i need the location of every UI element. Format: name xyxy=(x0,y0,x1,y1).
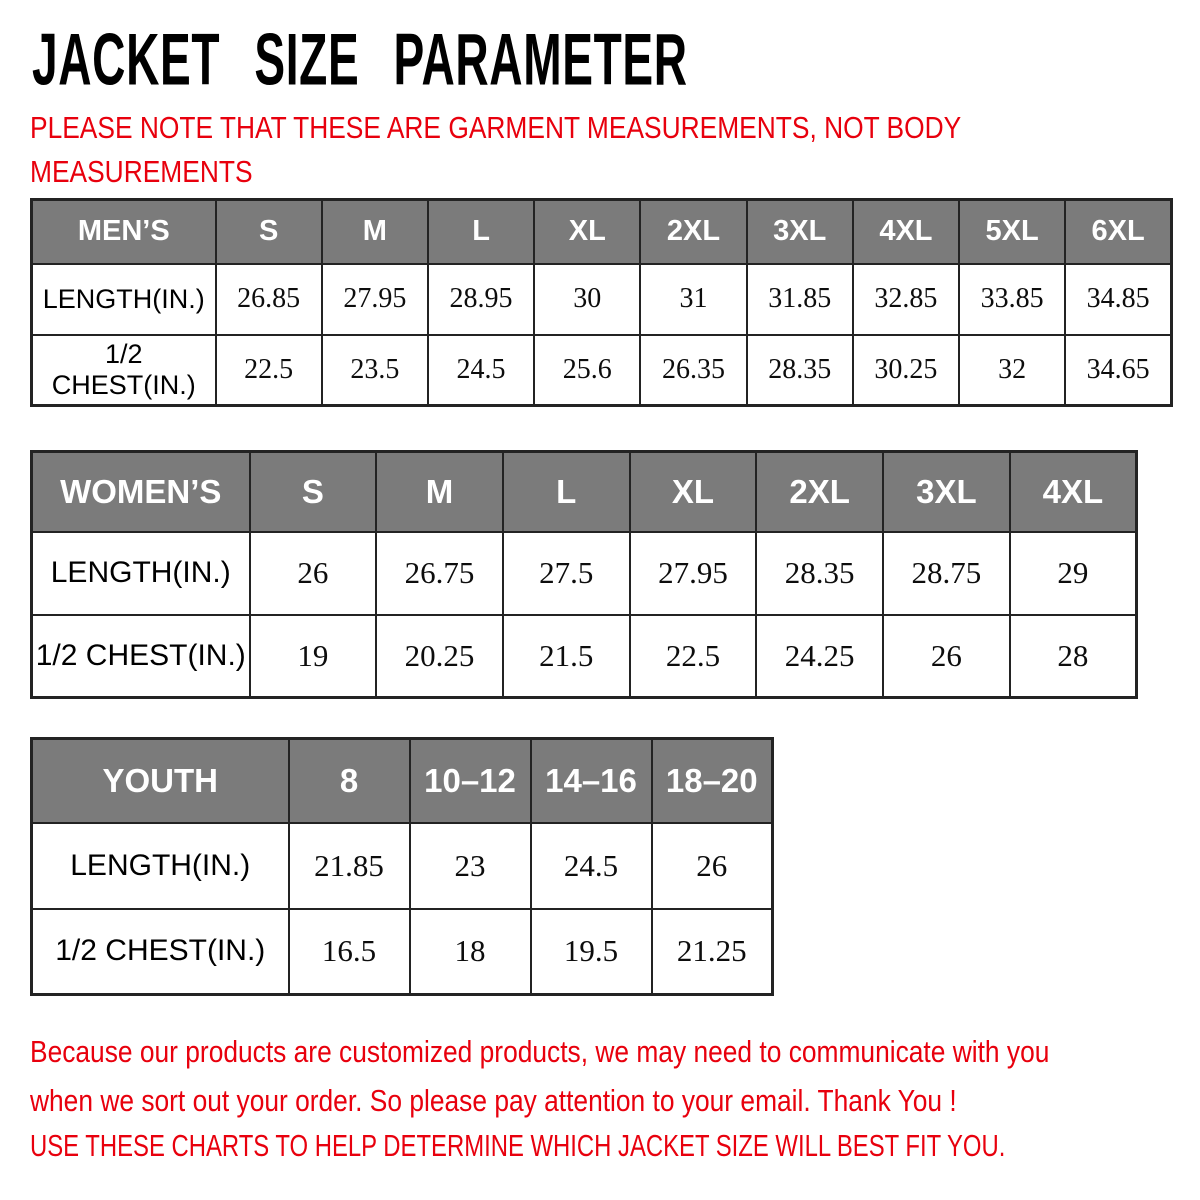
value-cell: 21.25 xyxy=(652,909,773,995)
row-label-cell: LENGTH(IN.) xyxy=(32,264,216,335)
value-cell: 28.35 xyxy=(756,532,883,615)
womens-table-title: WOMEN’S xyxy=(32,452,250,532)
value-cell: 28 xyxy=(1010,615,1137,698)
size-header-cell: 2XL xyxy=(640,200,746,264)
value-cell: 18 xyxy=(410,909,531,995)
value-cell: 19.5 xyxy=(531,909,652,995)
value-cell: 28.35 xyxy=(747,335,853,406)
youth-header-row xyxy=(32,739,773,823)
customization-notice xyxy=(30,1028,1049,1126)
size-header-cell: 4XL xyxy=(853,200,959,264)
size-header-cell: S xyxy=(250,452,377,532)
value-cell: 24.5 xyxy=(531,823,652,909)
youth-size-table xyxy=(30,737,774,996)
value-cell: 27.95 xyxy=(322,264,428,335)
value-cell: 21.85 xyxy=(289,823,410,909)
value-cell: 32 xyxy=(959,335,1065,406)
size-header-cell: 10–12 xyxy=(410,739,531,823)
size-header-cell: 3XL xyxy=(883,452,1010,532)
value-cell: 24.25 xyxy=(756,615,883,698)
row-label-cell: 1/2 CHEST(IN.) xyxy=(32,909,289,995)
value-cell: 29 xyxy=(1010,532,1137,615)
mens-size-table xyxy=(30,198,1173,407)
mens-header-row xyxy=(32,200,1172,264)
size-header-cell: 18–20 xyxy=(652,739,773,823)
size-header-cell: 5XL xyxy=(959,200,1065,264)
value-cell: 34.65 xyxy=(1065,335,1171,406)
youth-table-title: YOUTH xyxy=(32,739,289,823)
value-cell: 21.5 xyxy=(503,615,630,698)
table-row xyxy=(32,532,1137,615)
value-cell: 26.85 xyxy=(216,264,322,335)
value-cell: 27.5 xyxy=(503,532,630,615)
table-row xyxy=(32,615,1137,698)
size-header-cell: 6XL xyxy=(1065,200,1171,264)
row-label-cell: LENGTH(IN.) xyxy=(32,532,250,615)
value-cell: 28.75 xyxy=(883,532,1010,615)
size-header-cell: M xyxy=(376,452,503,532)
value-cell: 19 xyxy=(250,615,377,698)
value-cell: 30.25 xyxy=(853,335,959,406)
row-label-cell: 1/2 CHEST(IN.) xyxy=(32,615,250,698)
garment-measurement-note xyxy=(30,106,961,194)
value-cell: 22.5 xyxy=(216,335,322,406)
womens-size-table xyxy=(30,450,1138,699)
size-header-cell: XL xyxy=(534,200,640,264)
customization-notice-line2: when we sort out your order. So please pay attention to your email. Thank You ! xyxy=(30,1082,957,1118)
value-cell: 23 xyxy=(410,823,531,909)
value-cell: 26 xyxy=(250,532,377,615)
size-header-cell: L xyxy=(428,200,534,264)
size-header-cell: XL xyxy=(630,452,757,532)
size-header-cell: 4XL xyxy=(1010,452,1137,532)
size-header-cell: 3XL xyxy=(747,200,853,264)
value-cell: 27.95 xyxy=(630,532,757,615)
size-header-cell: 14–16 xyxy=(531,739,652,823)
value-cell: 26 xyxy=(652,823,773,909)
size-header-cell: L xyxy=(503,452,630,532)
table-row xyxy=(32,264,1172,335)
row-label-cell: 1/2 CHEST(IN.) xyxy=(32,335,216,406)
customization-notice-line1: Because our products are customized products, we may need to communicate with you xyxy=(30,1034,1050,1069)
value-cell: 22.5 xyxy=(630,615,757,698)
value-cell: 28.95 xyxy=(428,264,534,335)
table-row xyxy=(32,335,1172,406)
mens-table-title: MEN’S xyxy=(32,200,216,264)
value-cell: 32.85 xyxy=(853,264,959,335)
value-cell: 20.25 xyxy=(376,615,503,698)
garment-note-line2: MEASUREMENTS xyxy=(30,154,253,190)
value-cell: 26 xyxy=(883,615,1010,698)
table-row xyxy=(32,909,773,995)
size-header-cell: 2XL xyxy=(756,452,883,532)
value-cell: 31.85 xyxy=(747,264,853,335)
value-cell: 34.85 xyxy=(1065,264,1171,335)
value-cell: 26.75 xyxy=(376,532,503,615)
value-cell: 25.6 xyxy=(534,335,640,406)
value-cell: 23.5 xyxy=(322,335,428,406)
size-header-cell: M xyxy=(322,200,428,264)
row-label-cell: LENGTH(IN.) xyxy=(32,823,289,909)
value-cell: 26.35 xyxy=(640,335,746,406)
value-cell: 30 xyxy=(534,264,640,335)
value-cell: 33.85 xyxy=(959,264,1065,335)
page-title: JACKET SIZE PARAMETER xyxy=(32,19,688,101)
chart-usage-note: USE THESE CHARTS TO HELP DETERMINE WHICH JACKET SIZE WILL BEST FIT YOU. xyxy=(30,1128,1006,1163)
womens-header-row xyxy=(32,452,1137,532)
size-header-cell: 8 xyxy=(289,739,410,823)
value-cell: 16.5 xyxy=(289,909,410,995)
garment-note-line1: PLEASE NOTE THAT THESE ARE GARMENT MEASUREMENTS, NOT BODY xyxy=(30,110,962,145)
value-cell: 31 xyxy=(640,264,746,335)
table-row xyxy=(32,823,773,909)
size-header-cell: S xyxy=(216,200,322,264)
value-cell: 24.5 xyxy=(428,335,534,406)
